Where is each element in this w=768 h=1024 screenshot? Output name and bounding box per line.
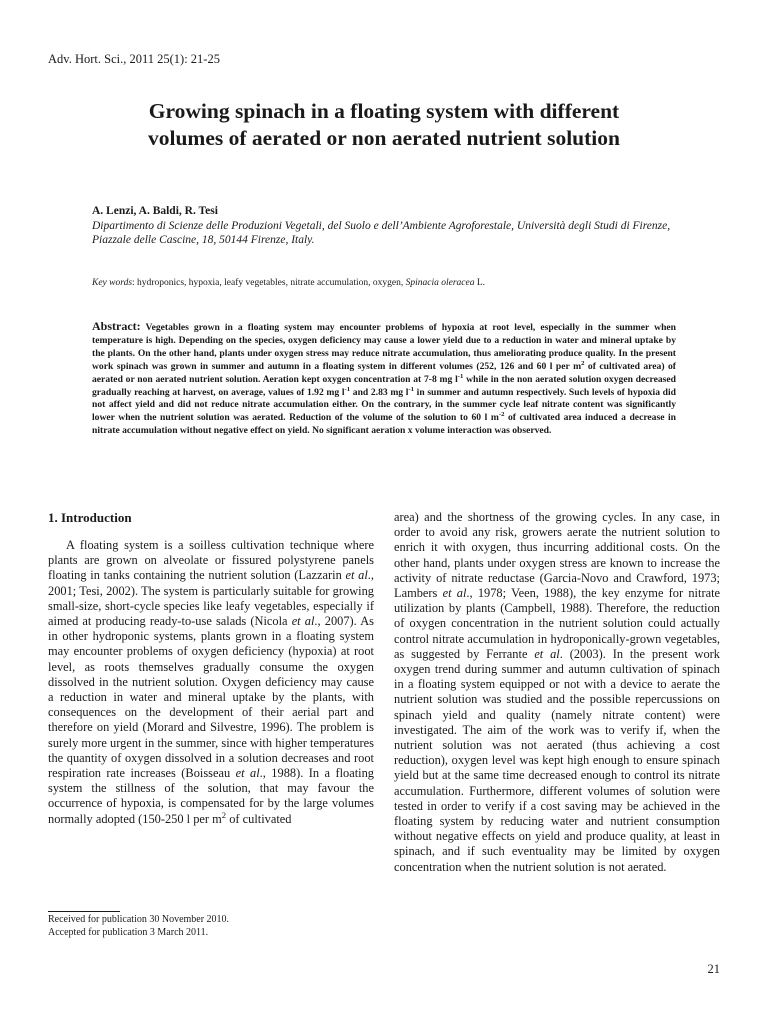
introduction-paragraph: [48, 538, 374, 827]
abstract-superscript: 2: [581, 359, 585, 367]
citation-et-al: et al: [235, 766, 260, 781]
abstract: [92, 320, 676, 438]
abstract-text: of cultivated area induced a decrease in nitrate accumulation without negative effect on yield. No significant aeration x volume interaction was observed.: [92, 412, 677, 437]
abstract-text: of cultivated area) of aerated or non aerated nutrient solution. Aeration kept oxygen concentration at 7-8 mg l: [92, 360, 676, 385]
citation-et-al: et al: [442, 586, 467, 601]
keywords-tail: L.: [474, 278, 486, 288]
footnote-accepted: Accepted for publication 3 March 2011.: [48, 926, 209, 938]
abstract-label: Abstract:: [92, 319, 141, 333]
section-heading-introduction: 1. Introduction: [48, 510, 132, 525]
footnote-divider: [48, 911, 120, 912]
footnotes: [48, 914, 229, 939]
body-text: . (2003). In the present work oxygen trend during summer and autumn cultivation of spinach in a floating system equipped or not with a device to aerate the nutrient solution was studied and the possible repercussions on spinach yield and quality (namely nitrate content) were investigated. The aim of the work was to verify if, when the nutrient solution was not aerated (thus achieving a cost reduction), oxygen level was kept high enough to ensure spinach yield but at the same time decreased enough to control its nitrate accumulation. Furthermore, different volumes of solution were tested in order to verify if a cost saving may be achieved in the floating system by reducing water and nutrient consumption without negative effects on yield and produce quality, at least in spinach, and if such eventuality may be limited by oxygen concentration when the nutrient solution is not aerated.: [394, 646, 721, 874]
paper-title: [60, 98, 708, 152]
body-text: ., 1988). In a floating system the stillness of the solution, that may favour the occurrence of hypoxia, is compensated for by the large volumes normally adopted (150-250 l per m: [48, 766, 375, 826]
abstract-text: and 2.83 mg l: [350, 386, 409, 398]
title-line-1: Growing spinach in a floating system with different: [148, 99, 620, 123]
keywords-species: Spinacia oleracea: [405, 278, 475, 288]
abstract-superscript: -1: [408, 385, 415, 393]
body-text: of cultivated: [226, 811, 292, 826]
body-text: ., 2007). As in other hydroponic systems, plants grown in a floating system may encounter problems of oxygen deficiency (hypoxia) at root level, as roots themselves gradually consume the oxygen dissolved in the nutrient solution. Oxygen deficiency may cause a reduction in water and mineral uptake by the plants, with consequences on the development of their aerial part and therefore on yield (Morard and Silvestre, 1996). The problem is surely more urgent in the summer, since with higher temperatures the quantity of oxygen dissolved in a solution decreases and root respiration rate increases (Boisseau: [48, 614, 374, 781]
left-column: [48, 510, 374, 827]
abstract-superscript: -2: [498, 411, 505, 419]
journal-reference: Adv. Hort. Sci., 2011 25(1): 21-25: [48, 52, 220, 66]
body-text: A floating system is a soilless cultivation technique where plants are grown on alveolate or fissured polystyrene panels floating in tanks containing the nutrient solution (Lazzarin: [48, 538, 374, 583]
keywords-text: : hydroponics, hypoxia, leafy vegetables, nitrate accumulation, oxygen,: [132, 278, 406, 288]
abstract-text: while in the non aerated solution oxygen decreased gradually reaching at harvest, on average, values of 1.92 mg l: [92, 373, 676, 398]
introduction-paragraph-continued: [394, 510, 720, 875]
body-text: ., 2001; Tesi, 2002). The system is particularly suitable for growing small-size, short-cycle species like leafy vegetables, especially if aimed at producing ready-to-use salads (Nicola: [48, 568, 374, 629]
authors: A. Lenzi, A. Baldi, R. Tesi: [92, 205, 218, 217]
citation-et-al: et al: [534, 646, 560, 661]
citation-et-al: et al: [345, 568, 368, 583]
right-column: [394, 510, 720, 875]
footnote-received: Received for publication 30 November 2010.: [48, 914, 230, 925]
keywords: [92, 278, 688, 288]
title-line-2: volumes of aerated or non aerated nutrient solution: [148, 126, 620, 150]
abstract-text: Vegetables grown in a floating system may encounter problems of hypoxia at root level, especially in the summer when temperature is high. Depending on the species, oxygen deficiency may cause a lower yield due to a reduction in water and mineral uptake by the plants. On the other hand, plants under oxygen stress may reduce nitrate accumulation, thus ameliorating produce quality. In the present work spinach was grown in summer and autumn in a floating system in different volumes (252, 126 and 60 l per m: [92, 322, 676, 372]
affiliation: Dipartimento di Scienze delle Produzioni Vegetali, del Suolo e dell’Ambiente Agroforestale, Università degli Studi di Firenze, Piazzale delle Cascine, 18, 50144 Firenze, Italy.: [92, 220, 671, 246]
page-number: 21: [707, 962, 720, 976]
body-text: area) and the shortness of the growing cycles. In any case, in order to avoid any risk, growers aerate the nutrient solution to enrich it with oxygen, thus incurring additional costs. On the other hand, plants under oxygen stress are known to increase the activity of nitrate reductase (Garcia-Novo and Crawford, 1973; Lambers: [394, 510, 720, 601]
abstract-text: in summer and autumn respectively. Such levels of hypoxia did not affect yield and did not reduce nitrate accumulation either. On the contrary, in the summer cycle leaf nitrate content was significantly lower when the nutrient solution was aerated. Reduction of the volume of the solution to 60 l m: [92, 386, 677, 424]
body-text: ., 1978; Veen, 1988), the key enzyme for nitrate utilization by plants (Campbell, 1988). Therefore, the reduction of oxygen concentration in the nutrient solution could actually control nitrate accumulation in hydroponically-grown vegetables, as suggested by Ferrante: [394, 586, 721, 661]
abstract-superscript: -1: [344, 385, 351, 393]
abstract-superscript: -1: [457, 372, 464, 380]
keywords-label: Key words: [92, 278, 133, 288]
citation-et-al: et al: [291, 614, 315, 629]
superscript: 2: [221, 809, 227, 820]
